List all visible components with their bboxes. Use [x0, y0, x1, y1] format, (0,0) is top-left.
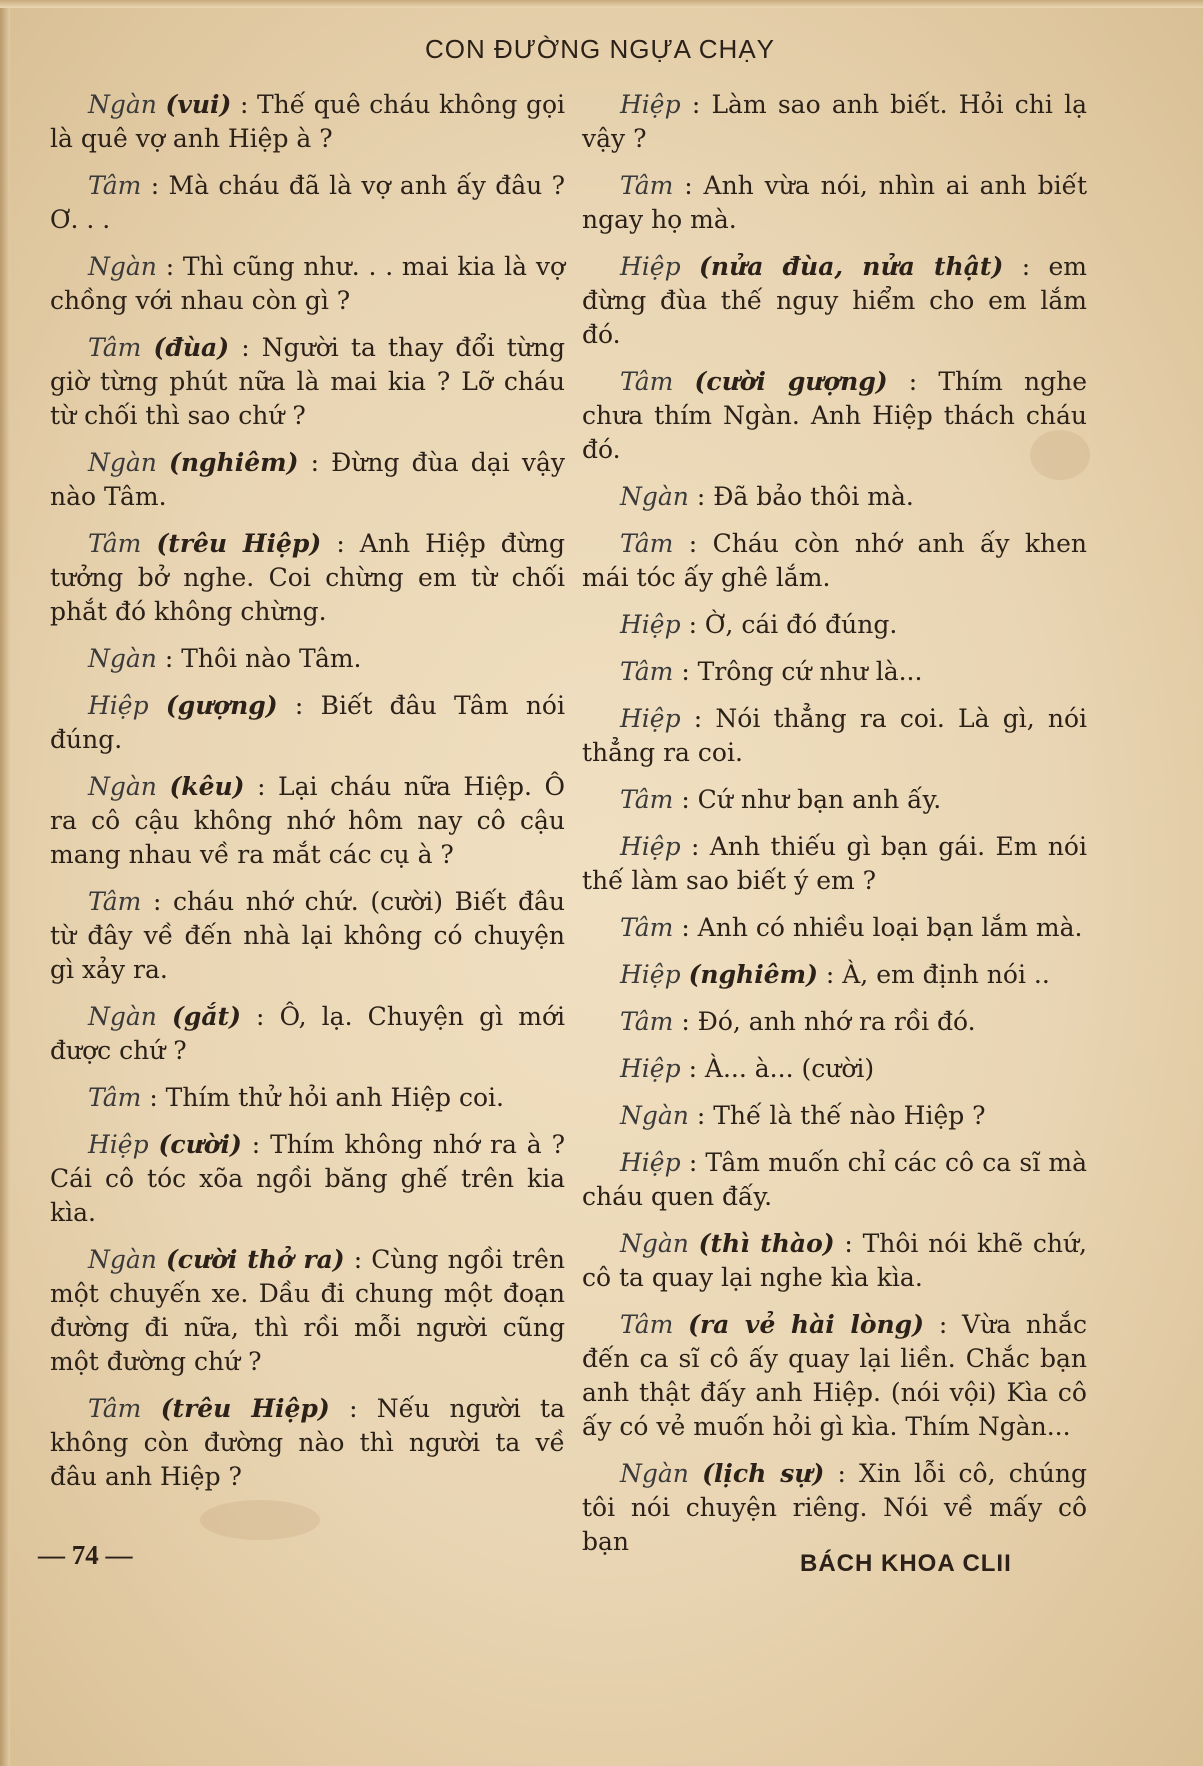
dialogue-text: : Nói thẳng ra coi. Là gì, nói thẳng ra coi. [582, 704, 1087, 767]
dialogue-text: : Thôi nào Tâm. [164, 644, 362, 673]
stage-direction: (cười gượng) [694, 367, 888, 396]
dialogue-line [582, 1099, 1087, 1133]
dialogue-text: : À... à... (cười) [688, 1054, 875, 1083]
dialogue-text: : cháu nhớ chứ. (cười) Biết đâu từ đây về đến nhà lại không có chuyện gì xảy ra. [50, 887, 565, 984]
page-edge-left [0, 0, 10, 1766]
stage-direction: (kêu) [169, 772, 245, 801]
speaker-name: Tâm [620, 529, 674, 558]
right-column [582, 88, 1087, 1572]
dialogue-text: : Đã bảo thôi mà. [696, 482, 914, 511]
stage-direction: (gượng) [165, 691, 278, 720]
speaker-name: Hiệp [620, 960, 681, 989]
left-column [50, 88, 565, 1507]
dialogue-line [582, 783, 1087, 817]
speaker-name: Tâm [88, 1394, 142, 1423]
stage-direction: (nghiêm) [169, 448, 299, 477]
dialogue-text: : Vừa nhắc đến ca sĩ cô ấy quay lại liền. Chắc bạn anh thật đấy anh Hiệp. (nói vội) Kìa cô ấy có vẻ muốn hỏi gì kìa. Thím Ngàn... [582, 1310, 1087, 1441]
dialogue-text: : Thôi nói khẽ chứ, cô ta quay lại nghe kìa kìa. [582, 1229, 1087, 1292]
dialogue-line [50, 885, 565, 987]
dialogue-line [582, 608, 1087, 642]
stage-direction: (nghiêm) [688, 960, 818, 989]
dialogue-text: : Trông cứ như là... [681, 657, 923, 686]
dialogue-text: : Biết đâu Tâm nói đúng. [50, 691, 565, 754]
dialogue-line [50, 446, 565, 514]
dialogue-line [582, 527, 1087, 595]
stage-direction: (thì thào) [698, 1229, 835, 1258]
dialogue-text: : Tâm muốn chỉ các cô ca sĩ mà cháu quen đấy. [582, 1148, 1087, 1211]
speaker-name: Hiệp [620, 610, 681, 639]
speaker-name: Hiệp [620, 90, 681, 119]
dialogue-text: : Thím không nhớ ra à ? Cái cô tóc xõa ngồi băng ghế trên kia kìa. [50, 1130, 566, 1227]
speaker-name: Ngàn [88, 644, 157, 673]
dialogue-line [582, 88, 1087, 156]
dialogue-line [582, 1308, 1087, 1444]
dialogue-line [50, 1000, 565, 1068]
dialogue-line [582, 911, 1087, 945]
dialogue-line [582, 1052, 1087, 1086]
speaker-name: Tâm [620, 171, 674, 200]
dialogue-text: : Lại cháu nữa Hiệp. Ô ra cô cậu không nhớ hôm nay cô cậu mang nhau về ra mắt các cụ à ? [50, 772, 566, 869]
dialogue-line [50, 689, 565, 757]
stage-direction: (gắt) [172, 1002, 241, 1031]
dialogue-line [50, 250, 565, 318]
stage-direction: (lịch sự) [702, 1459, 825, 1488]
speaker-name: Hiệp [88, 691, 149, 720]
dialogue-line [50, 1392, 565, 1494]
page-number: — 74 — [38, 1540, 133, 1570]
dialogue-text: : Cùng ngồi trên một chuyến xe. Dầu đi chung một đoạn đường đi nữa, thì rồi mỗi người cũng một đường chứ ? [50, 1245, 565, 1376]
dialogue-line [582, 1457, 1087, 1559]
speaker-name: Tâm [88, 333, 142, 362]
dialogue-text: : Cháu còn nhớ anh ấy khen mái tóc ấy ghê lắm. [582, 529, 1087, 592]
speaker-name: Tâm [620, 367, 674, 396]
stage-direction: (trêu Hiệp) [160, 1394, 330, 1423]
dialogue-text: : Thím thử hỏi anh Hiệp coi. [149, 1083, 504, 1112]
speaker-name: Tâm [620, 657, 674, 686]
dialogue-text: : em đừng đùa thế nguy hiểm cho em lắm đó. [582, 252, 1088, 349]
dialogue-line [50, 1128, 565, 1230]
dialogue-line [582, 250, 1087, 352]
speaker-name: Ngàn [88, 448, 157, 477]
dialogue-line [582, 480, 1087, 514]
speaker-name: Tâm [88, 887, 142, 916]
stage-direction: (cười) [158, 1130, 242, 1159]
dialogue-text: : Thì cũng như. . . mai kia là vợ chồng với nhau còn gì ? [50, 252, 566, 315]
speaker-name: Tâm [88, 1083, 142, 1112]
dialogue-line [50, 1081, 565, 1115]
speaker-name: Hiệp [620, 832, 681, 861]
dialogue-line [50, 88, 565, 156]
dialogue-text: : Đó, anh nhớ ra rồi đó. [681, 1007, 976, 1036]
speaker-name: Tâm [620, 1007, 674, 1036]
speaker-name: Tâm [620, 913, 674, 942]
dialogue-text: : Ờ, cái đó đúng. [688, 610, 898, 639]
stage-direction: (trêu Hiệp) [156, 529, 322, 558]
dialogue-line [50, 642, 565, 676]
dialogue-line [50, 169, 565, 237]
running-header: CON ĐƯỜNG NGỰA CHẠY [424, 34, 776, 64]
dialogue-line [50, 527, 565, 629]
speaker-name: Tâm [88, 529, 142, 558]
page-edge-top [0, 0, 1203, 8]
dialogue-text: : Xin lỗi cô, chúng tôi nói chuyện riêng. Nói về mấy cô bạn [582, 1459, 1088, 1556]
speaker-name: Ngàn [88, 1245, 157, 1274]
dialogue-text: : Làm sao anh biết. Hỏi chi lạ vậy ? [582, 90, 1087, 153]
stage-direction: (vui) [165, 90, 232, 119]
speaker-name: Hiệp [88, 1130, 149, 1159]
speaker-name: Ngàn [88, 772, 157, 801]
dialogue-text: : Đừng đùa dại vậy nào Tâm. [50, 448, 566, 511]
dialogue-text: : Anh có nhiều loại bạn lắm mà. [681, 913, 1083, 942]
speaker-name: Tâm [620, 785, 674, 814]
speaker-name: Tâm [88, 171, 142, 200]
dialogue-text: : Anh thiếu gì bạn gái. Em nói thế làm sao biết ý em ? [582, 832, 1087, 895]
dialogue-text: : Người ta thay đổi từng giờ từng phút nữa là mai kia ? Lỡ cháu từ chối thì sao chứ ? [50, 333, 566, 430]
dialogue-line [50, 770, 565, 872]
dialogue-line [582, 655, 1087, 689]
dialogue-text: : Thím nghe chưa thím Ngàn. Anh Hiệp thách cháu đó. [582, 367, 1087, 464]
dialogue-line [582, 1146, 1087, 1214]
dialogue-text: : À, em định nói .. [825, 960, 1050, 989]
stage-direction: (ra vẻ hài lòng) [688, 1310, 924, 1339]
speaker-name: Hiệp [620, 1054, 681, 1083]
speaker-name: Ngàn [88, 252, 157, 281]
speaker-name: Hiệp [620, 1148, 681, 1177]
dialogue-text: : Cứ như bạn anh ấy. [681, 785, 942, 814]
dialogue-text: : Nếu người ta không còn đường nào thì người ta về đâu anh Hiệp ? [50, 1394, 566, 1491]
dialogue-line [582, 1005, 1087, 1039]
dialogue-line [582, 1227, 1087, 1295]
dialogue-line [582, 702, 1087, 770]
speaker-name: Ngàn [620, 1101, 689, 1130]
magazine-name: BÁCH KHOA CLII [800, 1550, 1012, 1577]
stage-direction: (cười thở ra) [165, 1245, 345, 1274]
speaker-name: Ngàn [620, 1459, 689, 1488]
speaker-name: Ngàn [620, 1229, 689, 1258]
dialogue-line [50, 1243, 565, 1379]
speaker-name: Ngàn [620, 482, 689, 511]
stage-direction: (nửa đùa, nửa thật) [699, 252, 1004, 281]
dialogue-line [582, 365, 1087, 467]
dialogue-line [582, 169, 1087, 237]
stage-direction: (đùa) [153, 333, 230, 362]
speaker-name: Ngàn [88, 90, 157, 119]
dialogue-line [582, 830, 1087, 898]
dialogue-text: : Anh Hiệp đừng tưởng bở nghe. Coi chừng em từ chối phắt đó không chừng. [50, 529, 566, 626]
dialogue-text: : Thế quê cháu không gọi là quê vợ anh Hiệp à ? [50, 90, 566, 153]
speaker-name: Tâm [620, 1310, 674, 1339]
speaker-name: Hiệp [620, 704, 681, 733]
dialogue-text: : Mà cháu đã là vợ anh ấy đâu ? Ơ. . . [50, 171, 565, 234]
speaker-name: Ngàn [88, 1002, 157, 1031]
dialogue-text: : Thế là thế nào Hiệp ? [696, 1101, 986, 1130]
speaker-name: Hiệp [620, 252, 681, 281]
dialogue-line [582, 958, 1087, 992]
dialogue-text: : Anh vừa nói, nhìn ai anh biết ngay họ mà. [582, 171, 1087, 234]
dialogue-line [50, 331, 565, 433]
dialogue-text: : Ô, lạ. Chuyện gì mới được chứ ? [50, 1002, 565, 1065]
